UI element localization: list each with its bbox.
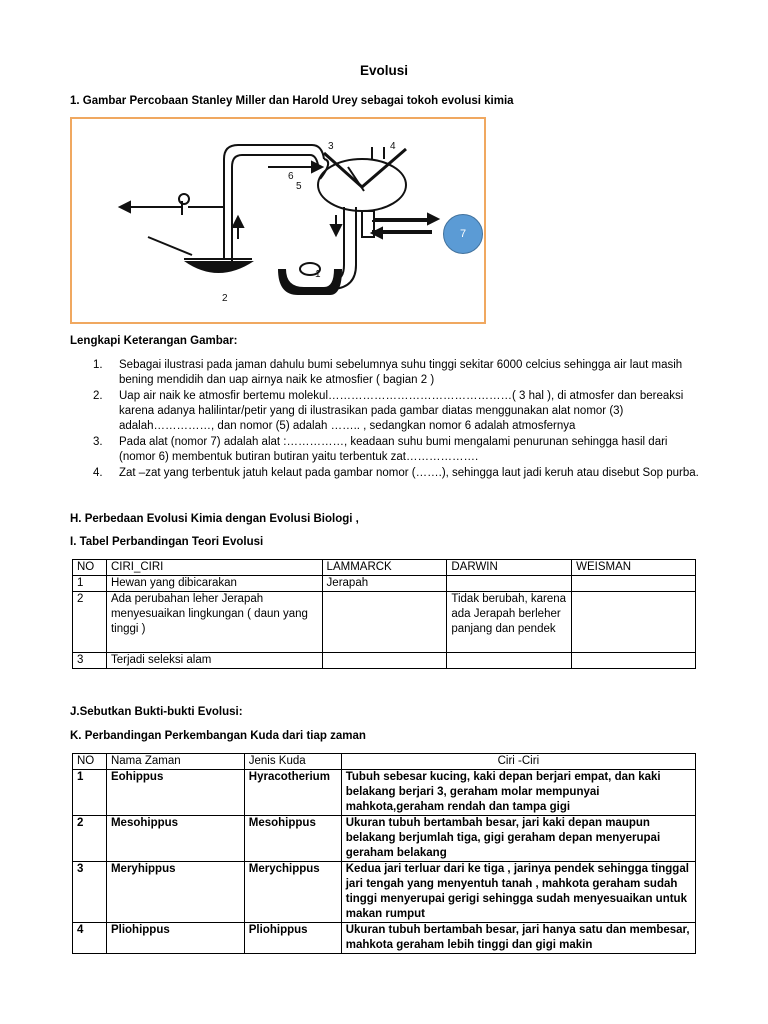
table-header: CIRI_CIRI [106,560,322,576]
table-cell: 4 [73,923,107,954]
table-cell [572,653,696,669]
miller-urey-figure [70,117,486,324]
list-item: 3. Pada alat (nomor 7) adalah alat :……………, keadaan suhu bumi mengalami penurunan sehingga hasil dari (nomor 6) membentuk butiran butiran yaitu terbentuk zat………………. [93,436,668,463]
heading-k: K. Perbandingan Perkembangan Kuda dari tiap zaman [70,730,366,742]
table-cell: Terjadi seleksi alam [106,653,322,669]
lengkapi-heading: Lengkapi Keterangan Gambar: [70,335,238,347]
label-5: 5 [296,181,302,192]
table-header: Jenis Kuda [244,754,341,770]
table-header: Nama Zaman [106,754,244,770]
table-cell: Hewan yang dibicarakan [106,576,322,592]
table-cell [447,653,572,669]
label-4: 4 [390,141,396,152]
list-item: 1. Sebagai ilustrasi pada jaman dahulu bumi sebelumnya suhu tinggi sekitar 6000 celcius sehingga air laut masih bening mendidih dan uap airnya naik ke atmosfier ( bagian 2 ) [93,359,683,386]
page-title: Evolusi [359,63,408,78]
table-header: WEISMAN [572,560,696,576]
table-header-row [73,754,696,770]
table-cell: Tubuh sebesar kucing, kaki depan berjari empat, dan kaki belakang berjari 3, geraham molar mempunyai mahkota,geraham rendah dan tampa gigi [341,770,695,816]
table-cell: Kedua jari terluar dari ke tiga , jarinya pendek sehingga tinggal jari tengah yang menyentuh tanah , mahkota geraham sudah tinggi menyerupai gerigi sehingga sudah menyesuaikan untuk makan rumput [341,862,695,923]
label-6: 6 [288,171,294,182]
table-header-row [73,560,696,576]
label-7-circle: 7 [443,214,483,254]
list-item: 4. Zat –zat yang terbentuk jatuh kelaut pada gambar nomor (…….), sehingga laut jadi keruh atau disebut Sop purba. [93,467,699,479]
table-cell: Mesohippus [244,816,341,862]
keterangan-list [93,358,699,481]
table-row [73,653,696,669]
table-cell: Ada perubahan leher Jerapah menyesuaikan lingkungan ( daun yang tinggi ) [106,592,322,653]
table-cell: Ukuran tubuh bertambah besar, jari kaki depan maupun belakang berjumlah tiga, gigi geraham depan menyerupai geraham belakang [341,816,695,862]
heading-j: J.Sebutkan Bukti-bukti Evolusi: [70,706,243,718]
table-cell: 3 [73,862,107,923]
heading-h: H. Perbedaan Evolusi Kimia dengan Evolusi Biologi , [70,513,359,525]
table-cell: 2 [73,592,107,653]
table-cell: Merychippus [244,862,341,923]
table-cell: Pliohippus [106,923,244,954]
table-cell [572,576,696,592]
table-cell: Mesohippus [106,816,244,862]
table-cell: Pliohippus [244,923,341,954]
table-cell: Eohippus [106,770,244,816]
table-row [73,816,696,862]
table-header: Ciri -Ciri [341,754,695,770]
table-header: LAMMARCK [322,560,447,576]
table-cell [572,592,696,653]
table-cell: Ukuran tubuh bertambah besar, jari hanya satu dan membesar, mahkota geraham lebih tinggi dan gigi makin [341,923,695,954]
table-row [73,770,696,816]
apparatus-diagram [72,119,483,321]
table-cell [322,592,447,653]
label-2: 2 [222,293,228,304]
table-row [73,592,696,653]
label-1: 1 [315,269,321,280]
table-cell: Tidak berubah, karena ada Jerapah berleher panjang dan pendek [447,592,572,653]
evolution-theory-table [72,559,696,669]
table-cell: Hyracotherium [244,770,341,816]
table-cell: 3 [73,653,107,669]
table-cell: Jerapah [322,576,447,592]
table-row [73,923,696,954]
horse-evolution-table [72,753,696,954]
question-1: 1. Gambar Percobaan Stanley Miller dan Harold Urey sebagai tokoh evolusi kimia [70,95,514,107]
table-cell: 2 [73,816,107,862]
table-header: DARWIN [447,560,572,576]
table-cell: Meryhippus [106,862,244,923]
table-cell [322,653,447,669]
table-header: NO [73,754,107,770]
table-row [73,862,696,923]
table-cell: 1 [73,770,107,816]
table-cell: 1 [73,576,107,592]
table-cell [447,576,572,592]
label-3: 3 [328,141,334,152]
heading-i: I. Tabel Perbandingan Teori Evolusi [70,536,264,548]
list-item: 2. Uap air naik ke atmosfir bertemu molekul…………………………………………( 3 hal ), di atmosfer dan bereaksi karena adanya halilintar/petir yang di ilustrasikan pada gambar diatas menggunakan alat nomor (3) adalah……………, dan nomor (5) adalah …….. , sedangkan nomor 6 adalah atmosfernya [93,390,684,432]
table-header: NO [73,560,107,576]
table-row [73,576,696,592]
